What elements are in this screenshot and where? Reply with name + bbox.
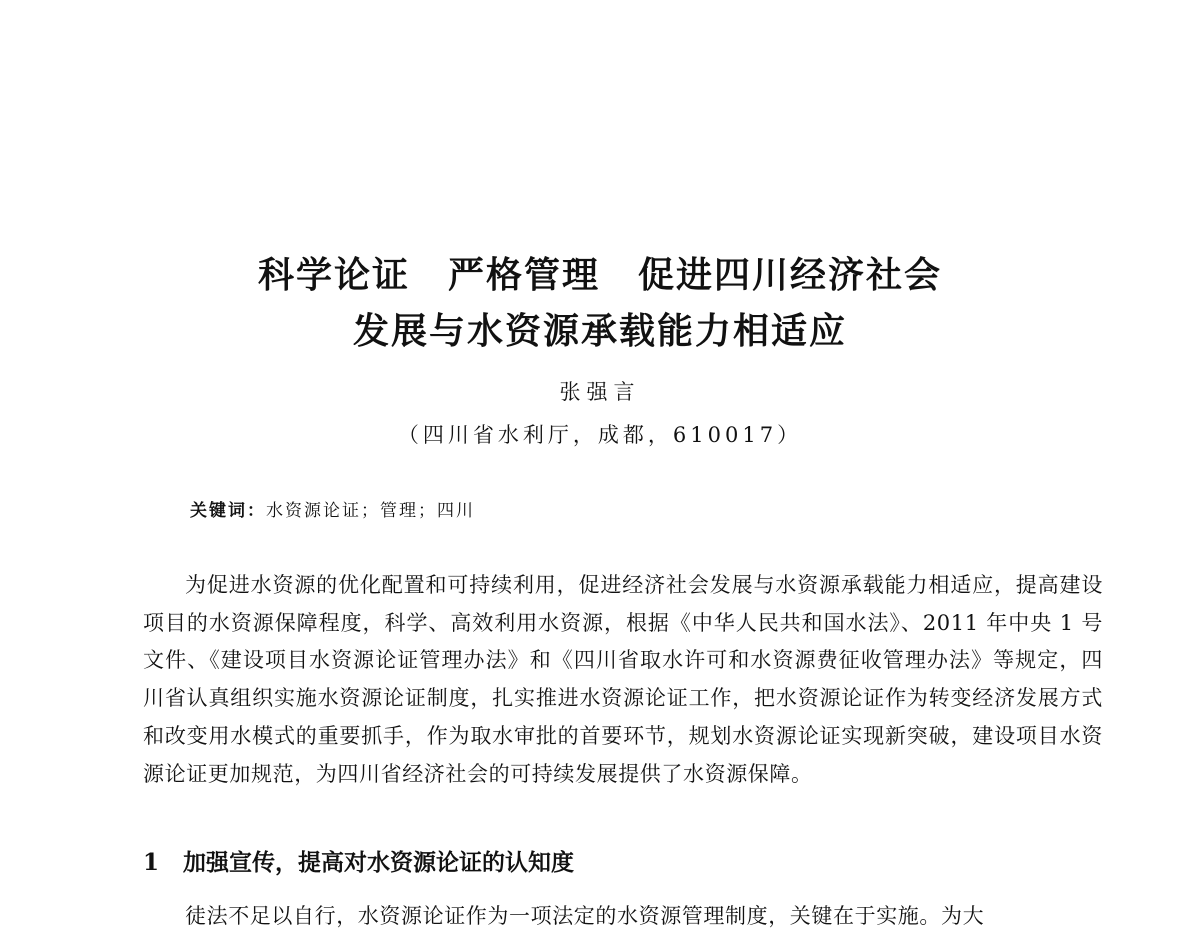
keywords [190, 498, 475, 524]
paper-title-line-2: 发展与水资源承载能力相适应 [352, 311, 847, 352]
section-title: 加强宣传，提高对水资源论证的认知度 [183, 849, 574, 876]
author-name: 张强言 [559, 380, 641, 404]
paper-title-line-1: 科学论证 严格管理 促进四川经济社会 [257, 255, 942, 296]
intro-paragraph: 为促进水资源的优化配置和可持续利用，促进经济社会发展与水资源承载能力相适应，提高建设项目的水资源保障程度，科学、高效利用水资源，根据《中华人民共和国水法》、2011 年中央 1 号文件、《建设项目水资源论证管理办法》和《四川省取水许可和水资源费征收管理办法》等规定，四川省认真组织实施水资源论证制度，扎实推进水资源论证工作，把水资源论证作为转变经济发展方式和改变用水模式的重要抓手，作为取水审批的首要环节，规划水资源论证实现新突破，建设项目水资源论证更加规范，为四川省经济社会的可持续发展提供了水资源保障。 [143, 573, 1103, 786]
keywords-label: 关键词： [190, 501, 266, 521]
section-heading [143, 843, 574, 883]
author-affiliation: （四川省水利厅，成都，610017） [397, 423, 803, 447]
section-paragraph-first-line: 徒法不足以自行，水资源论证作为一项法定的水资源管理制度，关键在于实施。为大 [185, 904, 985, 928]
keywords-terms: 水资源论证；管理；四川 [266, 501, 475, 521]
section-number: 1 [143, 849, 160, 876]
